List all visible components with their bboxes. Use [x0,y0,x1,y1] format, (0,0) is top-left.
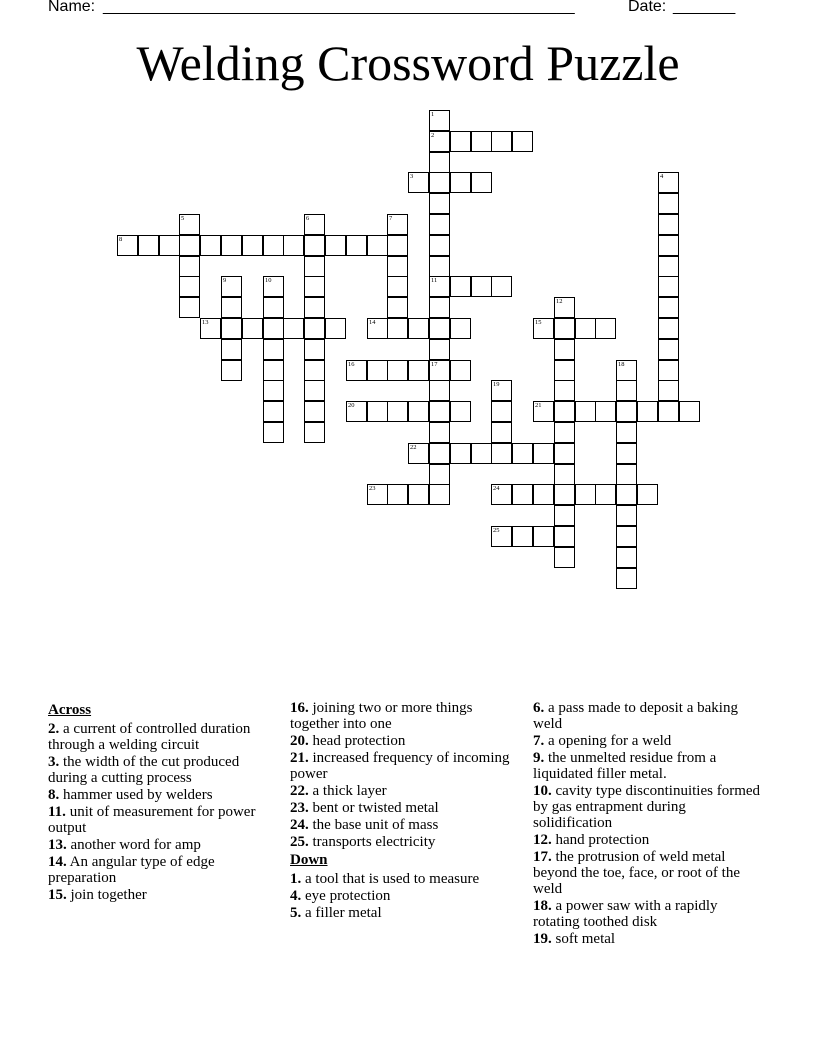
crossword-cell[interactable] [387,318,408,339]
crossword-cell[interactable] [616,380,637,401]
crossword-cell[interactable] [429,360,450,381]
clue-number: 5. [290,905,302,921]
clue-text: a filler metal [301,905,382,921]
crossword-cell[interactable] [491,422,512,443]
crossword-cell[interactable] [387,484,408,505]
crossword-cell[interactable] [283,318,304,339]
crossword-cell[interactable] [491,443,512,464]
clue-number-label: 4 [660,173,664,180]
crossword-cell[interactable] [325,235,346,256]
crossword-cell[interactable] [637,484,658,505]
crossword-cell[interactable] [242,235,263,256]
crossword-cell[interactable] [554,297,575,318]
clue-number-label: 23 [369,485,376,492]
crossword-cell[interactable] [263,318,284,339]
crossword-cell[interactable] [554,422,575,443]
crossword-cell[interactable] [533,484,554,505]
crossword-cell[interactable] [658,380,679,401]
crossword-cell[interactable] [263,422,284,443]
clue-text: a pass made to deposit a baking weld [533,700,738,732]
across-clue [48,787,280,803]
clue-text: bent or twisted metal [308,800,439,816]
clue-number: 12. [533,832,552,848]
clue-text: cavity type discontinuities formed by gas entrapment during solidification [533,783,761,831]
crossword-cell[interactable] [408,318,429,339]
crossword-cell[interactable] [429,318,450,339]
crossword-cell[interactable] [242,318,263,339]
across-clue [48,721,280,753]
clue-number-label: 5 [181,215,185,222]
crossword-cell[interactable] [595,484,616,505]
clue-text: a tool that is used to measure [301,871,480,887]
crossword-cell[interactable] [658,256,679,277]
clue-number-label: 17 [431,361,438,368]
crossword-cell[interactable] [367,484,388,505]
crossword-cell[interactable] [658,339,679,360]
clue-text: joining two or more things together into one [290,700,473,732]
clue-number-label: 12 [556,298,563,305]
clue-number: 21. [290,750,309,766]
down-clue [290,871,522,887]
crossword-cell[interactable] [304,339,325,360]
crossword-cell[interactable] [200,235,221,256]
crossword-cell[interactable] [367,318,388,339]
crossword-cell[interactable] [179,276,200,297]
name-label: Name: [48,0,96,15]
clue-text: the width of the cut produced during a cutting process [48,754,240,786]
crossword-cell[interactable] [512,443,533,464]
crossword-cell[interactable] [387,401,408,422]
crossword-cell[interactable] [221,318,242,339]
crossword-cell[interactable] [408,172,429,193]
crossword-cell[interactable] [221,276,242,297]
clue-number-label: 22 [410,444,417,451]
crossword-cell[interactable] [450,172,471,193]
crossword-cell[interactable] [575,318,596,339]
clue-number-label: 19 [493,381,500,388]
crossword-cell[interactable] [471,172,492,193]
crossword-cell[interactable] [554,443,575,464]
crossword-cell[interactable] [200,318,221,339]
crossword-cell[interactable] [429,193,450,214]
clue-text: transports electricity [308,834,436,850]
crossword-cell[interactable] [429,380,450,401]
crossword-cell[interactable] [491,526,512,547]
clue-number-label: 14 [369,319,376,326]
clue-column-3 [533,700,765,948]
crossword-cell[interactable] [367,401,388,422]
crossword-cell[interactable] [304,256,325,277]
clue-number-label: 7 [389,215,393,222]
page-title: Welding Crossword Puzzle [136,35,680,91]
clue-text: hammer used by welders [59,787,213,803]
crossword-cell[interactable] [679,401,700,422]
crossword-cell[interactable] [429,443,450,464]
clue-number-label: 13 [202,319,209,326]
crossword-cell[interactable] [346,360,367,381]
crossword-cell[interactable] [138,235,159,256]
crossword-cell[interactable] [658,360,679,381]
crossword-cell[interactable] [471,276,492,297]
across-clue [290,834,522,850]
crossword-cell[interactable] [263,235,284,256]
crossword-cell[interactable] [533,526,554,547]
clue-number: 18. [533,898,552,914]
crossword-cell[interactable] [387,235,408,256]
clue-number-label: 24 [493,485,500,492]
crossword-cell[interactable] [616,568,637,589]
clue-number: 14. [48,854,67,870]
clue-number: 10. [533,783,552,799]
down-clue [533,898,765,930]
crossword-cell[interactable] [325,318,346,339]
crossword-cell[interactable] [450,276,471,297]
crossword-cell[interactable] [387,256,408,277]
crossword-cell[interactable] [658,276,679,297]
crossword-cell[interactable] [429,339,450,360]
crossword-cell[interactable] [429,152,450,173]
clue-text: eye protection [301,888,391,904]
clue-column-2 [290,700,522,922]
crossword-cell[interactable] [221,297,242,318]
crossword-cell[interactable] [658,235,679,256]
down-clue [533,832,765,848]
clue-number: 19. [533,931,552,947]
crossword-cell[interactable] [429,131,450,152]
crossword-cell[interactable] [179,214,200,235]
crossword-cell[interactable] [263,276,284,297]
clue-text: An angular type of edge preparation [48,854,215,886]
crossword-cell[interactable] [533,401,554,422]
crossword-cell[interactable] [554,318,575,339]
clue-number: 25. [290,834,309,850]
clue-number-label: 10 [265,277,272,284]
across-heading: Across [48,702,92,718]
clue-number: 20. [290,733,309,749]
crossword-cell[interactable] [450,318,471,339]
crossword-cell[interactable] [658,172,679,193]
crossword-cell[interactable] [658,193,679,214]
crossword-cell[interactable] [304,401,325,422]
clue-number: 6. [533,700,545,716]
crossword-cell[interactable] [533,443,554,464]
clue-number: 7. [533,733,545,749]
crossword-cell[interactable] [429,484,450,505]
crossword-cell[interactable] [263,360,284,381]
clue-number: 8. [48,787,60,803]
crossword-cell[interactable] [429,401,450,422]
down-clue [533,849,765,897]
date-label: Date: [628,0,667,15]
crossword-cell[interactable] [179,256,200,277]
crossword-cell[interactable] [408,360,429,381]
crossword-cell[interactable] [471,131,492,152]
clue-number: 15. [48,887,67,903]
clue-text: a thick layer [308,783,387,799]
crossword-cell[interactable] [346,401,367,422]
clue-number: 9. [533,750,545,766]
crossword-cell[interactable] [429,172,450,193]
crossword-cell[interactable] [450,131,471,152]
across-clue [290,750,522,782]
crossword-cell[interactable] [554,484,575,505]
clue-text: another word for amp [66,837,201,853]
down-clue [533,783,765,831]
crossword-cell[interactable] [221,339,242,360]
crossword-cell[interactable] [429,297,450,318]
clue-number: 3. [48,754,60,770]
clue-number-label: 6 [306,215,310,222]
crossword-cell[interactable] [429,214,450,235]
clue-number: 22. [290,783,309,799]
crossword-cell[interactable] [658,318,679,339]
crossword-cell[interactable] [616,505,637,526]
down-clue [533,700,765,732]
crossword-cell[interactable] [554,464,575,485]
crossword-cell[interactable] [387,276,408,297]
crossword-cell[interactable] [304,318,325,339]
crossword-cell[interactable] [491,484,512,505]
crossword-cell[interactable] [616,464,637,485]
across-clue [290,783,522,799]
crossword-cell[interactable] [304,360,325,381]
clue-text: a opening for a weld [544,733,672,749]
clue-text: the unmelted residue from a liquidated filler metal. [533,750,717,782]
down-clue [290,905,522,921]
crossword-cell[interactable] [616,484,637,505]
clue-number-label: 9 [223,277,227,284]
clue-number-label: 11 [431,277,438,284]
crossword-cell[interactable] [263,339,284,360]
crossword-cell[interactable] [221,360,242,381]
clue-number-label: 8 [119,236,123,243]
across-clue [48,754,280,786]
clue-number: 23. [290,800,309,816]
crossword-cell[interactable] [491,131,512,152]
crossword-cell[interactable] [263,380,284,401]
crossword-cell[interactable] [595,401,616,422]
clue-text: a current of controlled duration through a welding circuit [48,721,251,753]
crossword-cell[interactable] [387,297,408,318]
across-clue [290,800,522,816]
down-clue [533,733,765,749]
crossword-cell[interactable] [387,360,408,381]
clue-number-label: 18 [618,361,625,368]
clue-number: 1. [290,871,302,887]
across-clue [48,837,280,853]
crossword-cell[interactable] [450,401,471,422]
clue-number-label: 1 [431,111,435,118]
crossword-cell[interactable] [429,464,450,485]
crossword-cell[interactable] [367,235,388,256]
crossword-cell[interactable] [491,276,512,297]
across-clue [290,733,522,749]
crossword-cell[interactable] [408,401,429,422]
crossword-cell[interactable] [346,235,367,256]
crossword-cell[interactable] [616,401,637,422]
crossword-cell[interactable] [367,360,388,381]
crossword-cell[interactable] [616,422,637,443]
crossword-cell[interactable] [429,110,450,131]
crossword-cell[interactable] [304,235,325,256]
clue-number-label: 15 [535,319,542,326]
crossword-cell[interactable] [554,547,575,568]
clue-text: increased frequency of incoming power [290,750,510,782]
clue-text: unit of measurement for power output [48,804,256,836]
crossword-cell[interactable] [554,401,575,422]
clue-number-label: 2 [431,132,435,139]
crossword-cell[interactable] [450,360,471,381]
crossword-cell[interactable] [554,360,575,381]
down-clue [290,888,522,904]
across-clue [290,700,522,732]
clue-number-label: 16 [348,361,355,368]
crossword-cell[interactable] [616,443,637,464]
crossword-cell[interactable] [304,276,325,297]
crossword-cell[interactable] [429,256,450,277]
clue-number-label: 20 [348,402,355,409]
crossword-cell[interactable] [554,526,575,547]
crossword-cell[interactable] [575,401,596,422]
crossword-cell[interactable] [304,214,325,235]
crossword-cell[interactable] [658,401,679,422]
clue-text: the protrusion of weld metal beyond the toe, face, or root of the weld [533,849,741,897]
clue-column-1 [48,700,280,904]
crossword-cell[interactable] [408,484,429,505]
crossword-cell[interactable] [304,380,325,401]
crossword-cell[interactable] [658,214,679,235]
clue-number: 2. [48,721,60,737]
crossword-cell[interactable] [554,380,575,401]
crossword-cell[interactable] [616,360,637,381]
crossword-cell[interactable] [512,526,533,547]
clue-text: join together [66,887,147,903]
crossword-cell[interactable] [554,505,575,526]
across-clue [48,804,280,836]
crossword-cell[interactable] [221,235,242,256]
crossword-cell[interactable] [616,547,637,568]
crossword-cell[interactable] [450,443,471,464]
crossword-cell[interactable] [408,443,429,464]
crossword-cell[interactable] [533,318,554,339]
clue-text: the base unit of mass [308,817,439,833]
clue-text: a power saw with a rapidly rotating toothed disk [533,898,718,930]
clue-number: 16. [290,700,309,716]
crossword-cell[interactable] [304,422,325,443]
crossword-cell[interactable] [575,484,596,505]
crossword-cell[interactable] [512,131,533,152]
crossword-cell[interactable] [554,339,575,360]
crossword-cell[interactable] [159,235,180,256]
crossword-cell[interactable] [179,297,200,318]
crossword-cell[interactable] [429,235,450,256]
clue-number: 17. [533,849,552,865]
crossword-cell[interactable] [491,380,512,401]
clue-number: 24. [290,817,309,833]
down-clue [533,750,765,782]
down-heading: Down [290,852,328,868]
date-field[interactable]: _______ [673,0,736,15]
crossword-cell[interactable] [595,318,616,339]
across-clue [290,817,522,833]
across-clue [48,854,280,886]
crossword-cell[interactable] [263,401,284,422]
clue-text: head protection [308,733,406,749]
clue-number-label: 25 [493,527,500,534]
crossword-cell[interactable] [429,422,450,443]
crossword-cell[interactable] [283,235,304,256]
clue-text: hand protection [551,832,650,848]
crossword-cell[interactable] [263,297,284,318]
crossword-cell[interactable] [616,526,637,547]
crossword-cell[interactable] [512,484,533,505]
clue-number-label: 21 [535,402,542,409]
crossword-cell[interactable] [117,235,138,256]
name-field[interactable]: _____________________________________________________ [103,0,575,15]
down-clue [533,931,765,947]
clue-number-label: 3 [410,173,414,180]
crossword-cell[interactable] [429,276,450,297]
crossword-cell[interactable] [637,401,658,422]
crossword-cell[interactable] [179,235,200,256]
clue-text: soft metal [551,931,616,947]
crossword-cell[interactable] [471,443,492,464]
crossword-cell[interactable] [491,401,512,422]
crossword-cell[interactable] [304,297,325,318]
clue-number: 13. [48,837,67,853]
across-clue [48,887,280,903]
crossword-cell[interactable] [387,214,408,235]
crossword-cell[interactable] [658,297,679,318]
clue-number: 11. [48,804,66,820]
clue-number: 4. [290,888,302,904]
